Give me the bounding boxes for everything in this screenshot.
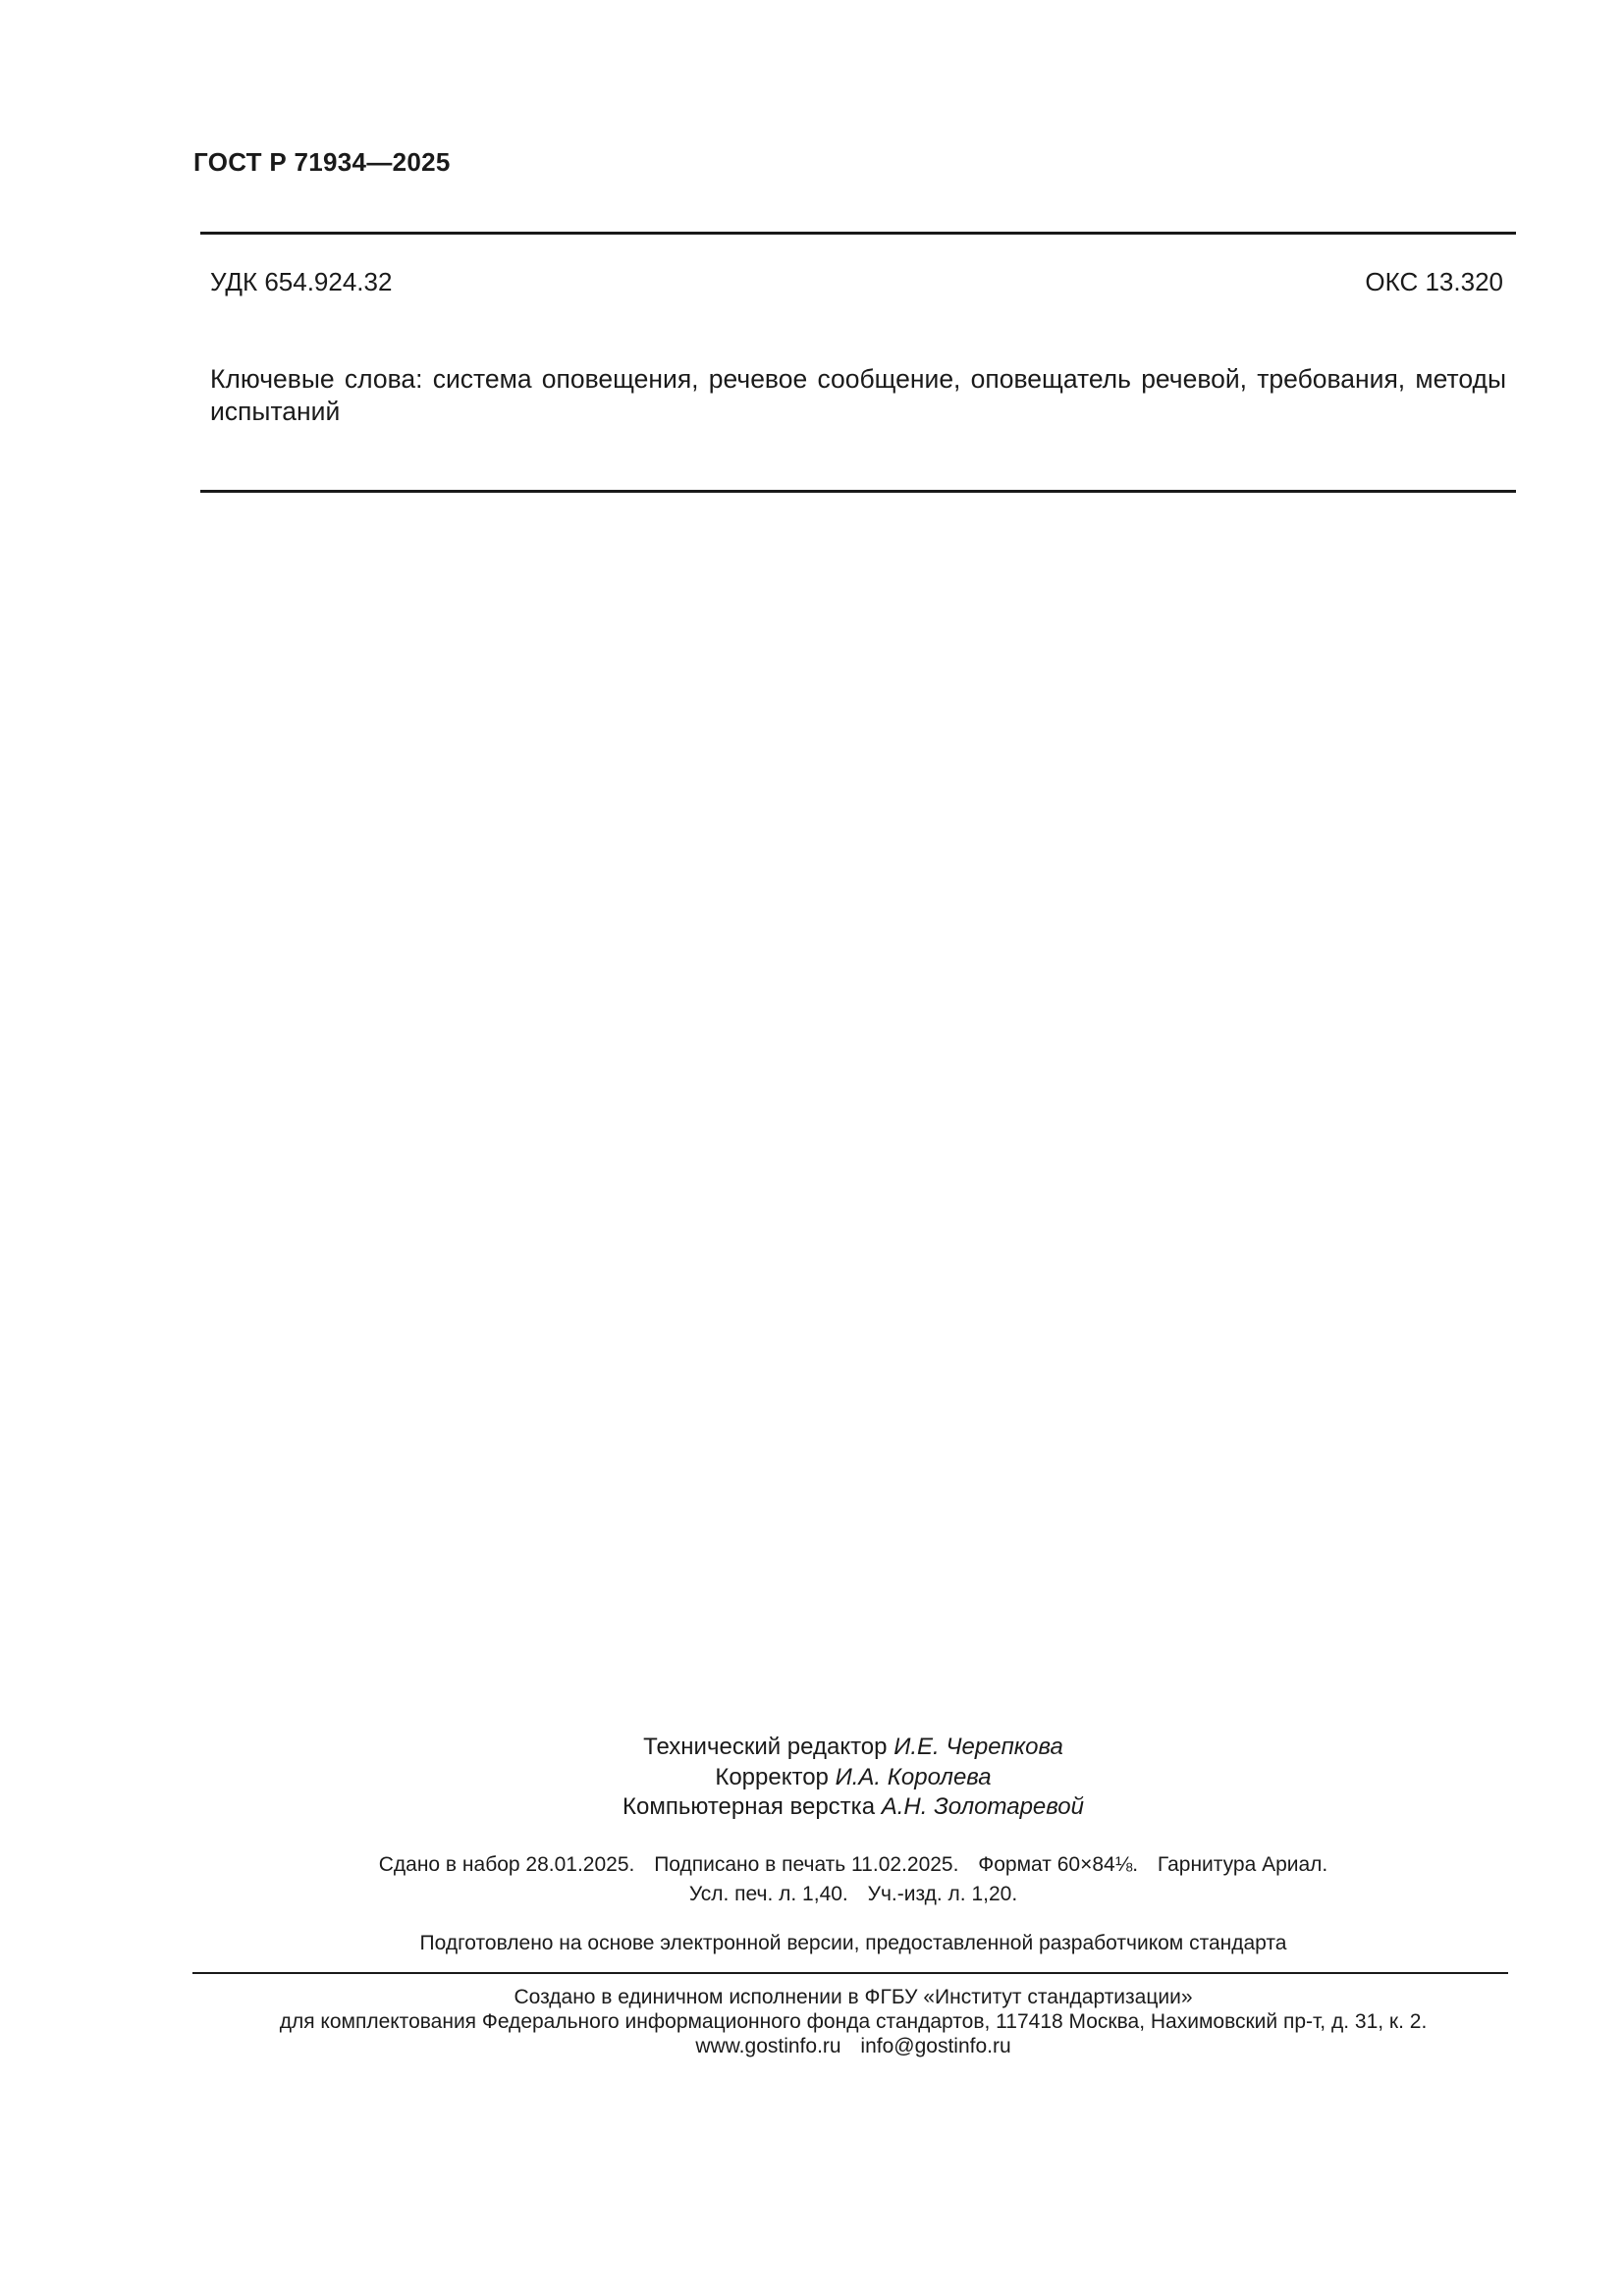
print-sheets: Усл. печ. л. 1,40. <box>688 1883 848 1905</box>
keywords-divider <box>200 490 1516 493</box>
document-id: ГОСТ Р 71934—2025 <box>193 147 451 177</box>
footer-line-1: Создано в единичном исполнении в ФГБУ «Институт стандартизации» <box>514 1986 1193 2008</box>
typeface: Гарнитура Ариал. <box>1157 1853 1328 1876</box>
signed-date: Подписано в печать 11.02.2025. <box>654 1853 959 1876</box>
prepared-note: Подготовлено на основе электронной версии, предоставленной разработчиком стандарта <box>419 1932 1287 1954</box>
publisher-footer <box>0 1985 1624 2058</box>
imprint-line-1 <box>0 1850 1624 1880</box>
udk-code: УДК 654.924.32 <box>210 267 393 296</box>
corrector-label: Корректор <box>715 1763 829 1790</box>
footer-contacts <box>0 2034 1624 2058</box>
tech-editor-name: И.Е. Черепкова <box>893 1734 1063 1760</box>
email-link[interactable]: info@gostinfo.ru <box>860 2035 1011 2057</box>
editorial-credits <box>0 1733 1624 1823</box>
submitted-date: Сдано в набор 28.01.2025. <box>378 1853 635 1876</box>
imprint-details <box>0 1850 1624 1909</box>
footer-divider <box>192 1972 1508 1974</box>
top-divider <box>200 232 1516 235</box>
imprint-line-2 <box>0 1880 1624 1909</box>
keywords-paragraph: Ключевые слова: система оповещения, речевое сообщение, оповещатель речевой, требования, методы испытаний <box>210 364 1506 426</box>
paper-format: Формат 60×84⅛. <box>978 1853 1139 1876</box>
layout-line <box>0 1792 1624 1823</box>
tech-editor-label: Технический редактор <box>643 1734 888 1760</box>
corrector-line <box>0 1763 1624 1793</box>
tech-editor-line <box>0 1733 1624 1763</box>
layout-name: А.Н. Золотаревой <box>881 1793 1084 1820</box>
website-link[interactable]: www.gostinfo.ru <box>695 2035 841 2057</box>
corrector-name: И.А. Королева <box>835 1763 992 1790</box>
oks-code: ОКС 13.320 <box>1365 267 1503 296</box>
footer-line-2: для комплектования Федерального информационного фонда стандартов, 117418 Москва, Нахимовский пр-т, д. 31, к. 2. <box>279 2010 1428 2033</box>
layout-label: Компьютерная верстка <box>623 1793 876 1820</box>
publication-sheets: Уч.-изд. л. 1,20. <box>867 1883 1018 1905</box>
